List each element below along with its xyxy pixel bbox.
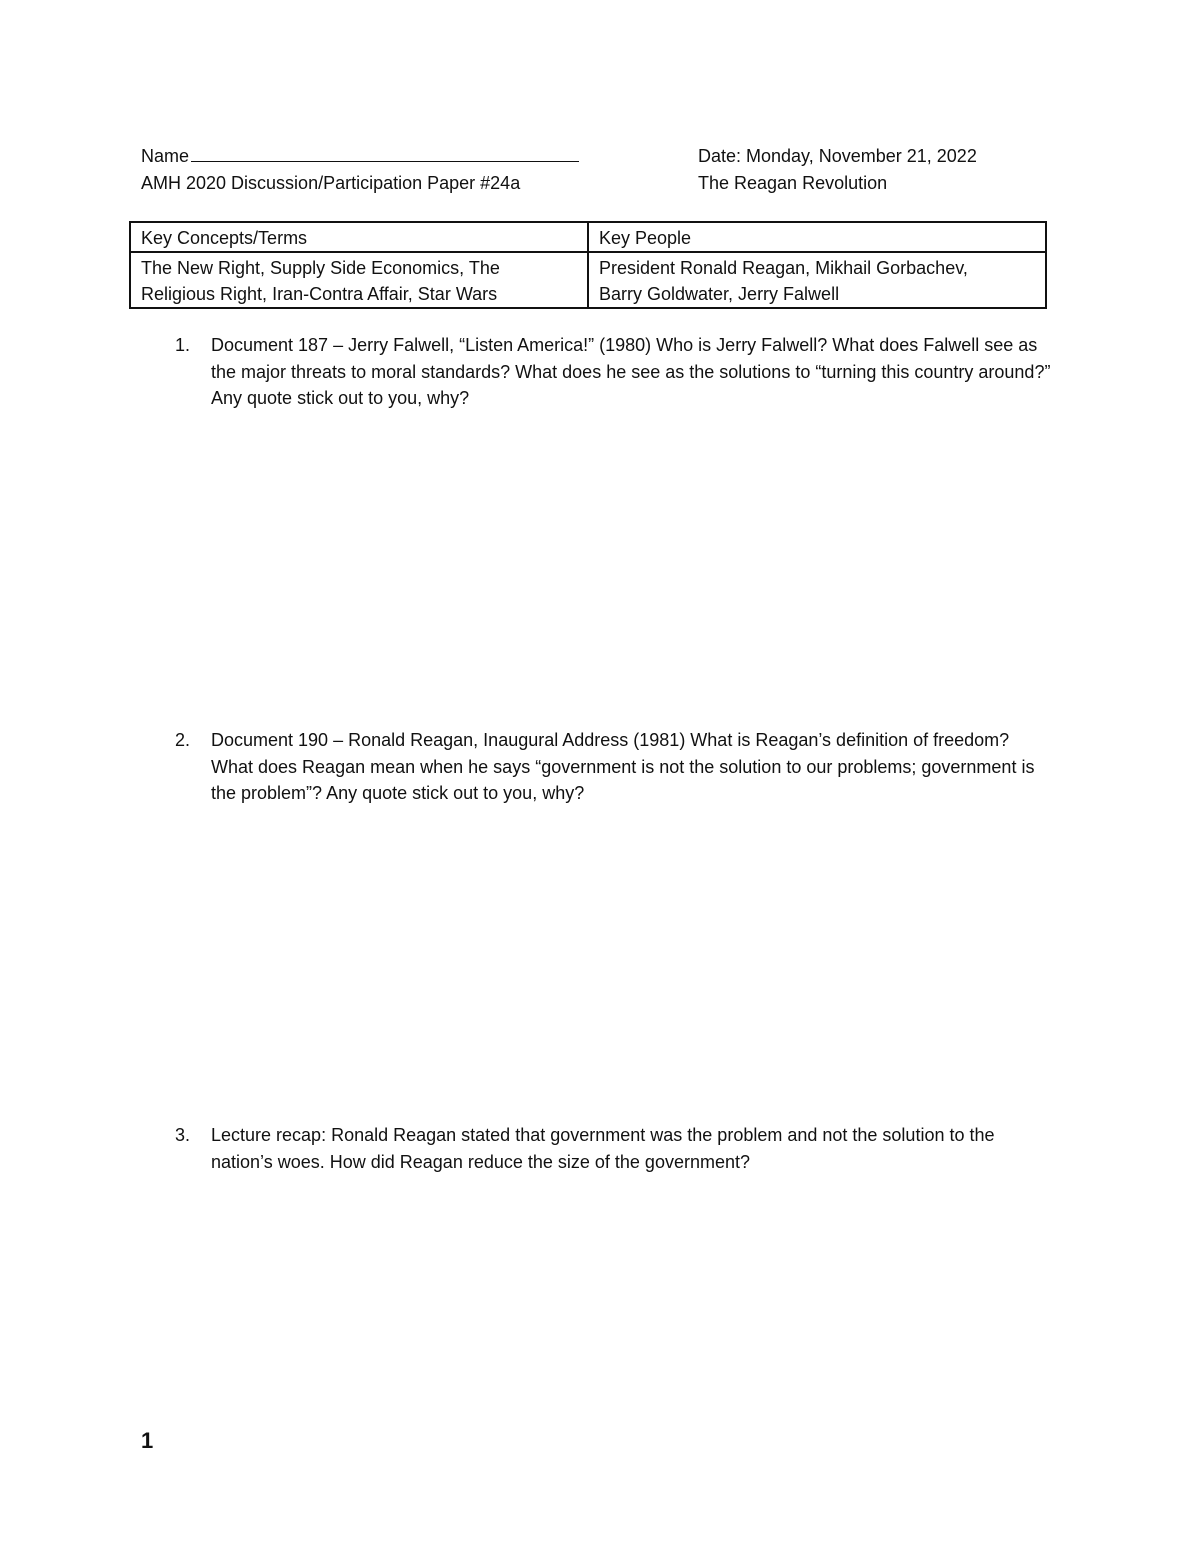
page-number: 1	[141, 1428, 154, 1453]
key-table-body-row	[130, 252, 1046, 308]
question-number: 3.	[175, 1125, 191, 1145]
course-title: AMH 2020 Discussion/Participation Paper #24a	[141, 173, 521, 193]
question-text: Document 190 – Ronald Reagan, Inaugural Address (1981) What is Reagan’s definition of freedom? What does Reagan mean when he says “government is not the solution to our problems; government is the problem”? Any quote stick out to you, why?	[211, 730, 1035, 803]
name-line	[141, 145, 579, 167]
name-label: Name	[141, 146, 190, 166]
question-1	[175, 332, 1055, 412]
people-line: President Ronald Reagan, Mikhail Gorbachev,	[599, 258, 968, 278]
question-text: Document 187 – Jerry Falwell, “Listen America!” (1980) Who is Jerry Falwell? What does Falwell see as the major threats to moral standards? What does he see as the solutions to “turning this country around?” Any quote stick out to you, why?	[211, 335, 1051, 408]
concepts-line: Religious Right, Iran-Contra Affair, Star Wars	[141, 284, 498, 304]
question-2	[175, 727, 1055, 807]
key-terms-table	[129, 221, 1047, 309]
concepts-cell	[130, 252, 588, 308]
people-cell	[588, 252, 1046, 308]
key-table-header-row	[130, 222, 1046, 252]
date-text: Date: Monday, November 21, 2022	[698, 146, 977, 166]
topic-title: The Reagan Revolution	[698, 173, 888, 193]
name-blank	[191, 145, 579, 162]
concepts-header: Key Concepts/Terms	[130, 222, 588, 252]
people-header: Key People	[588, 222, 1046, 252]
question-number: 1.	[175, 335, 191, 355]
concepts-line: The New Right, Supply Side Economics, The	[141, 258, 500, 278]
question-3	[175, 1122, 1055, 1175]
question-text: Lecture recap: Ronald Reagan stated that government was the problem and not the solution to the nation’s woes. How did Reagan reduce the size of the government?	[211, 1125, 995, 1172]
people-line: Barry Goldwater, Jerry Falwell	[599, 284, 840, 304]
question-number: 2.	[175, 730, 191, 750]
